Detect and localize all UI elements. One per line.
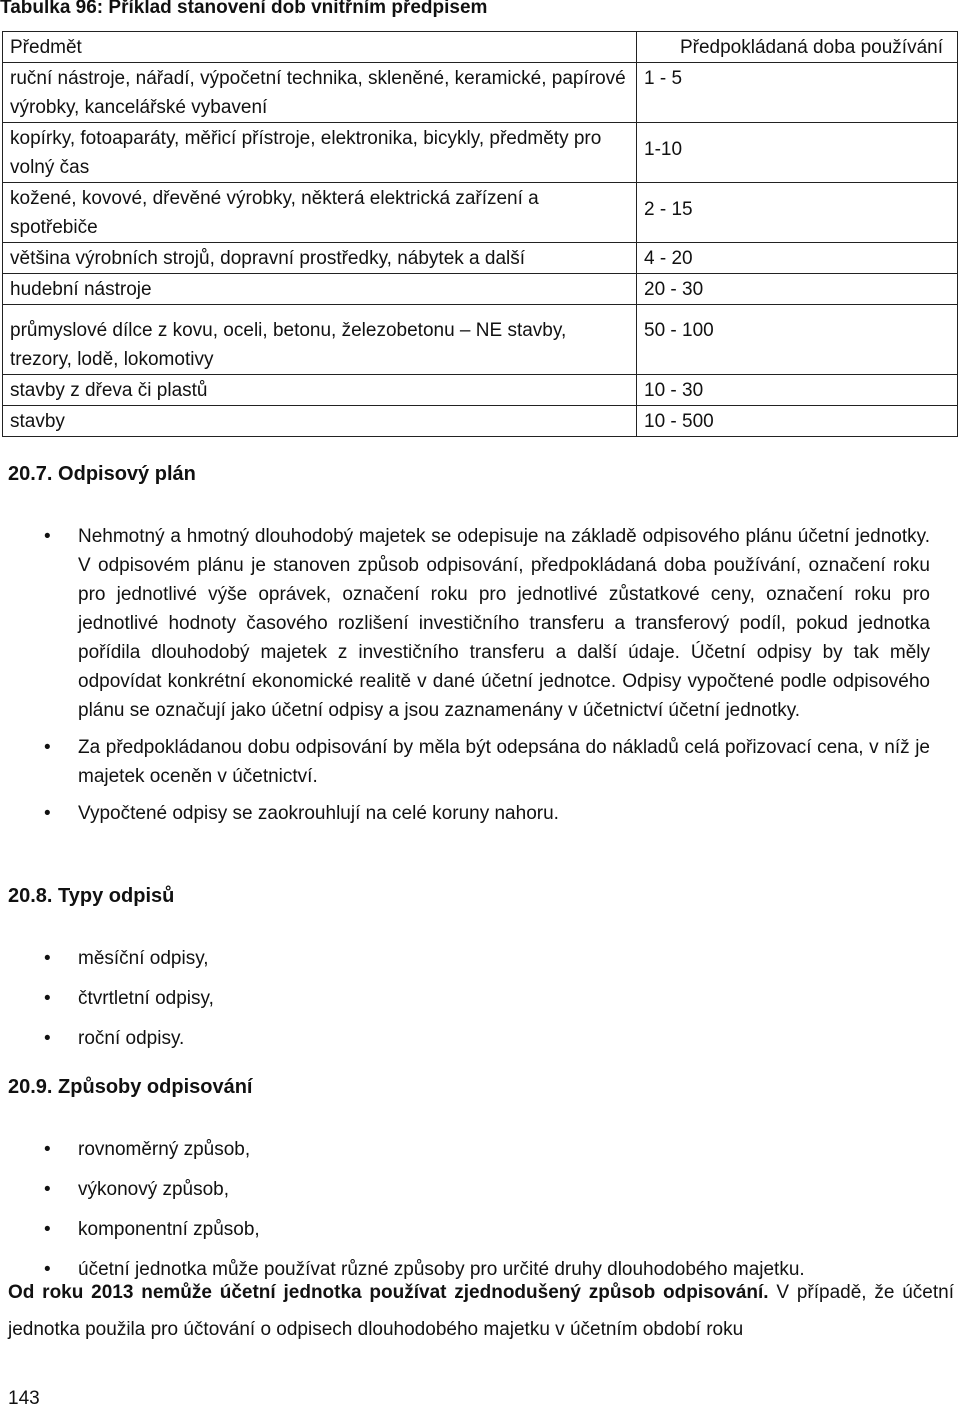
table-row (3, 406, 958, 437)
table-row (3, 375, 958, 406)
row-subject: stavby (3, 406, 637, 437)
page-number: 143 (8, 1388, 40, 1409)
list-item-text: rovnoměrný způsob, (78, 1139, 251, 1160)
bullet-icon: • (44, 988, 51, 1009)
closing-paragraph (8, 1274, 954, 1348)
bullet-icon: • (44, 1259, 51, 1280)
closing-bold-sentence: Od roku 2013 nemůže účetní jednotka používat zjednodušený způsob odpisování. (8, 1282, 769, 1303)
bullet-icon: • (44, 948, 51, 969)
header-period: Předpokládaná doba používání (637, 32, 958, 63)
row-subject: kožené, kovové, dřevěné výrobky, některá elektrická zařízení a spotřebiče (3, 183, 637, 243)
list-item-text: Nehmotný a hmotný dlouhodobý majetek se odepisuje na základě odpisového plánu účetní jednotky. V odpisovém plánu je stanoven způsob odpisování, předpokládaná doba používání, označení roku pro jednotlivé výše oprávek, označení roku pro jednotlivé zůstatkové ceny, označení roku pro jednotlivé hodnoty časového rozlišení investičního transferu a transferový podíl, pokud jednotka pořídila dlouhodobý majetek z investičního transferu a další údaje. Účetní odpisy by tak měly odpovídat konkrétní ekonomické realitě v dané účetní jednotce. Odpisy vypočtené podle odpisového plánu se označují jako účetní odpisy a jsou zaznamenány v účetnictví účetní jednotky. (78, 526, 930, 721)
bullet-icon: • (44, 1139, 51, 1160)
row-subject: ruční nástroje, nářadí, výpočetní technika, skleněné, keramické, papírové výrobky, kancelářské vybavení (3, 63, 637, 123)
row-period: 2 - 15 (637, 183, 958, 243)
row-subject: průmyslové dílce z kovu, oceli, betonu, železobetonu – NE stavby, trezory, lodě, lokomotivy (3, 305, 637, 375)
bullet-icon: • (44, 1179, 51, 1200)
table-row (3, 63, 958, 123)
list-item-text: výkonový způsob, (78, 1179, 230, 1200)
table-row (3, 123, 958, 183)
odpisovy-plan-list (0, 522, 960, 828)
bullet-icon: • (44, 1028, 51, 1049)
list-item (0, 799, 960, 828)
row-period: 10 - 500 (637, 406, 958, 437)
bullet-icon: • (44, 1219, 51, 1240)
table-caption: Tabulka 96: Příklad stanovení dob vnitřním předpisem (0, 0, 488, 18)
closing-normal-text: V případě, že účetní jednotka použila pro účtování o odpisech dlouhodobého majetku v účetním období roku (8, 1282, 954, 1340)
list-item (0, 1215, 960, 1244)
bullet-icon: • (44, 526, 51, 547)
list-item-text: měsíční odpisy, (78, 948, 209, 969)
table-header-row (3, 32, 958, 63)
row-period: 1 - 5 (637, 63, 958, 123)
bullet-icon: • (44, 737, 51, 758)
section-heading-zpusoby-odpisovani: 20.9. Způsoby odpisování (8, 1076, 253, 1098)
section-heading-odpisovy-plan: 20.7. Odpisový plán (8, 463, 196, 485)
list-item (0, 733, 960, 791)
list-item (0, 522, 960, 725)
list-item (0, 1024, 960, 1053)
bullet-icon: • (44, 803, 51, 824)
list-item-text: účetní jednotka může používat různé způsoby pro určité druhy dlouhodobého majetku. (78, 1259, 805, 1280)
list-item (0, 1135, 960, 1164)
row-period: 4 - 20 (637, 243, 958, 274)
zpusoby-odpisovani-list (0, 1135, 960, 1284)
list-item (0, 984, 960, 1013)
header-subject: Předmět (3, 32, 637, 63)
depreciation-periods-table (2, 31, 958, 437)
table-row (3, 183, 958, 243)
list-item-text: Vypočtené odpisy se zaokrouhlují na celé koruny nahoru. (78, 803, 559, 824)
row-subject: kopírky, fotoaparáty, měřicí přístroje, elektronika, bicykly, předměty pro volný čas (3, 123, 637, 183)
list-item (0, 944, 960, 973)
list-item-text: čtvrtletní odpisy, (78, 988, 214, 1009)
row-subject: většina výrobních strojů, dopravní prostředky, nábytek a další (3, 243, 637, 274)
row-period: 1-10 (637, 123, 958, 183)
table-row (3, 274, 958, 305)
table-row (3, 243, 958, 274)
row-subject: hudební nástroje (3, 274, 637, 305)
row-period: 20 - 30 (637, 274, 958, 305)
table-row (3, 305, 958, 375)
section-heading-typy-odpisu: 20.8. Typy odpisů (8, 885, 175, 907)
row-subject: stavby z dřeva či plastů (3, 375, 637, 406)
typy-odpisu-list (0, 944, 960, 1053)
list-item-text: komponentní způsob, (78, 1219, 260, 1240)
list-item-text: Za předpokládanou dobu odpisování by měla být odepsána do nákladů celá pořizovací cena, v níž je majetek oceněn v účetnictví. (78, 737, 930, 787)
row-period: 10 - 30 (637, 375, 958, 406)
list-item-text: roční odpisy. (78, 1028, 185, 1049)
row-period: 50 - 100 (637, 305, 958, 375)
list-item (0, 1175, 960, 1204)
